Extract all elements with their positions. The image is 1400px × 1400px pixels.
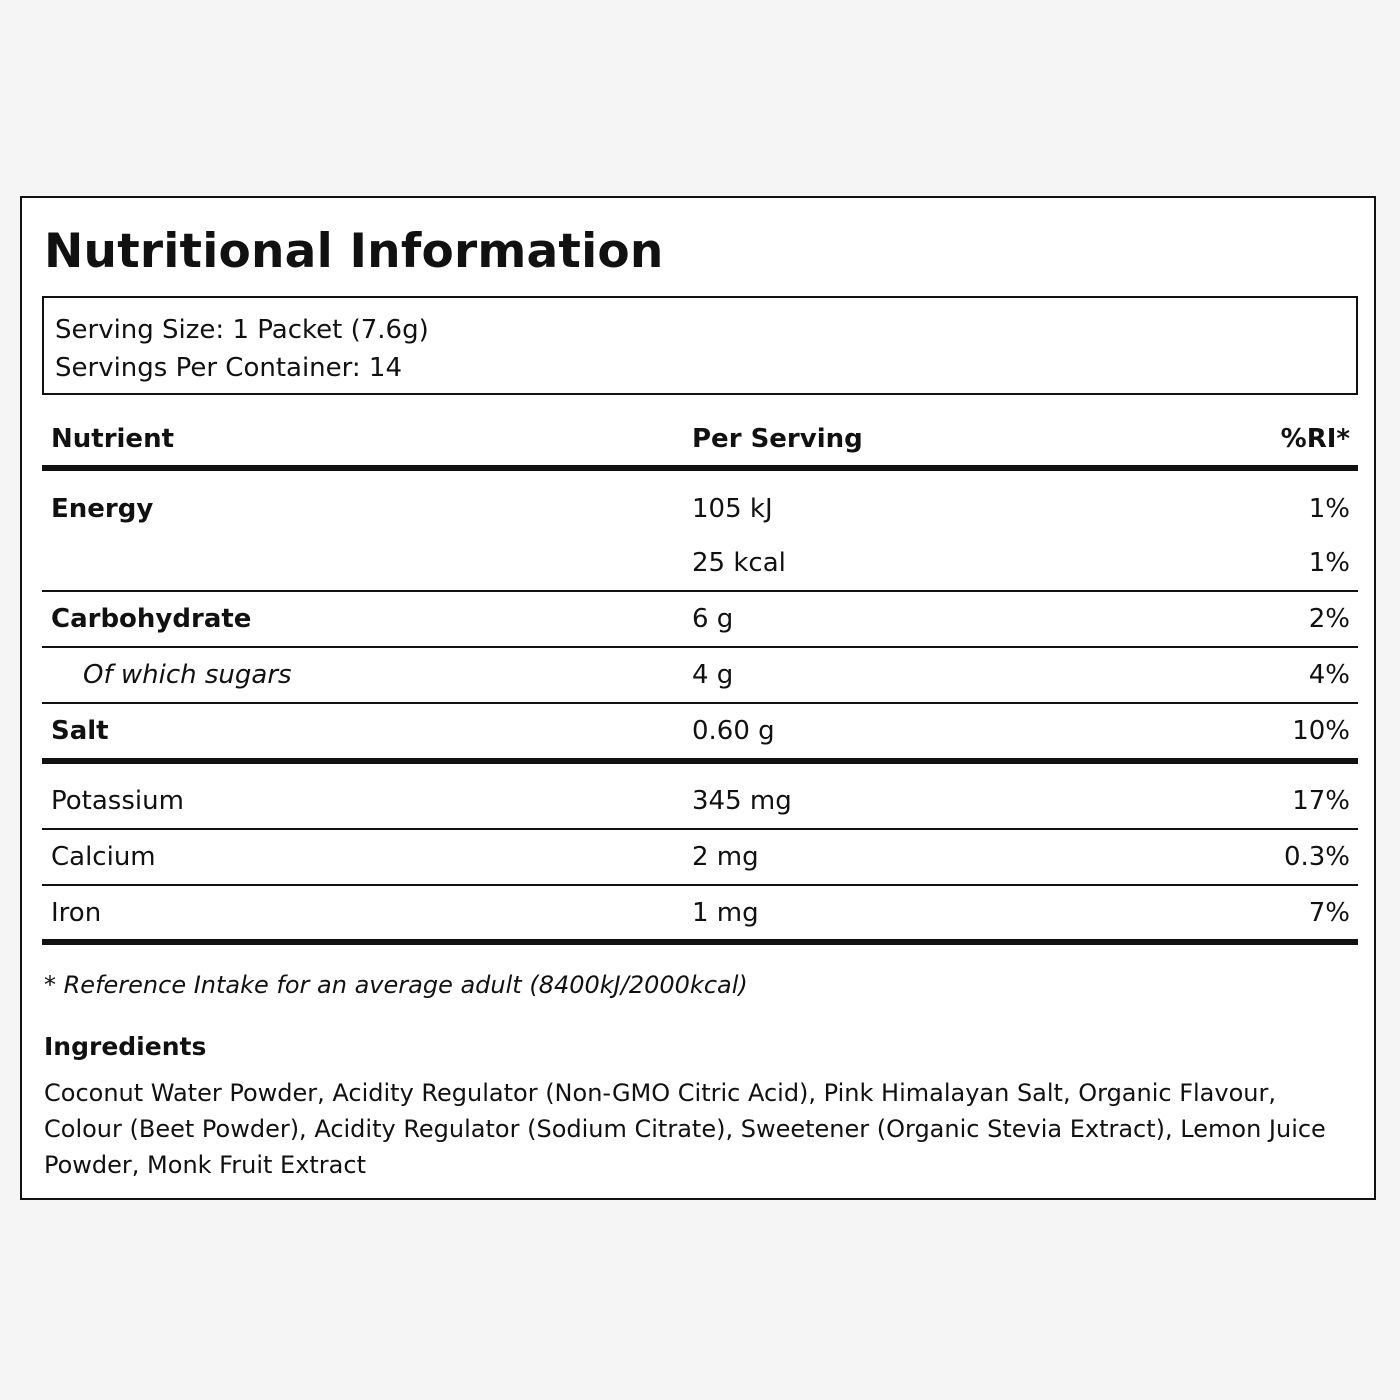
- per-serving-value: 4 g: [692, 660, 734, 690]
- header-ri: %RI*: [1280, 424, 1350, 454]
- ri-value: 0.3%: [1283, 842, 1350, 872]
- ri-value: 1%: [1308, 548, 1350, 578]
- ingredients-text: Coconut Water Powder, Acidity Regulator (Non-GMO Citric Acid), Pink Himalayan Salt, Organic Flavour, Colour (Beet Powder), Acidity Regulator (Sodium Citrate), Sweetener (Organic Stevia Extract), Lemon Juice Powder, Monk Fruit Extract: [44, 1079, 1326, 1179]
- per-serving-value: 105 kJ: [692, 494, 773, 524]
- ri-value: 1%: [1308, 494, 1350, 524]
- servings-per-container: Servings Per Container: 14: [55, 353, 403, 383]
- nutrient-name: Salt: [51, 716, 109, 746]
- row-divider: [42, 884, 1358, 886]
- ri-value: 7%: [1308, 898, 1350, 928]
- header-divider: [42, 465, 1358, 471]
- table-bottom-divider: [42, 939, 1358, 945]
- nutrient-name: Of which sugars: [83, 660, 292, 690]
- row-divider: [42, 702, 1358, 704]
- row-divider: [42, 590, 1358, 592]
- ri-value: 17%: [1292, 786, 1350, 816]
- section-divider: [42, 758, 1358, 764]
- nutrient-name: Potassium: [51, 786, 184, 816]
- nutrition-panel: [20, 196, 1376, 1200]
- per-serving-value: 25 kcal: [692, 548, 786, 578]
- per-serving-value: 345 mg: [692, 786, 792, 816]
- header-nutrient: Nutrient: [51, 424, 175, 454]
- ri-value: 2%: [1308, 604, 1350, 634]
- header-per-serving: Per Serving: [692, 424, 863, 454]
- ingredients-title: Ingredients: [44, 1032, 207, 1061]
- per-serving-value: 6 g: [692, 604, 734, 634]
- per-serving-value: 1 mg: [692, 898, 759, 928]
- nutrient-name: Energy: [51, 494, 154, 524]
- serving-size: Serving Size: 1 Packet (7.6g): [55, 315, 429, 345]
- nutrient-name: Iron: [51, 898, 102, 928]
- nutrient-name: Carbohydrate: [51, 604, 252, 634]
- row-divider: [42, 828, 1358, 830]
- ri-value: 4%: [1308, 660, 1350, 690]
- ri-footnote: * Reference Intake for an average adult (8400kJ/2000kcal): [44, 971, 748, 999]
- per-serving-value: 0.60 g: [692, 716, 775, 746]
- serving-info-box: [42, 296, 1358, 395]
- row-divider: [42, 646, 1358, 648]
- per-serving-value: 2 mg: [692, 842, 759, 872]
- nutrient-name: Calcium: [51, 842, 156, 872]
- panel-title: Nutritional Information: [44, 224, 664, 279]
- ri-value: 10%: [1292, 716, 1350, 746]
